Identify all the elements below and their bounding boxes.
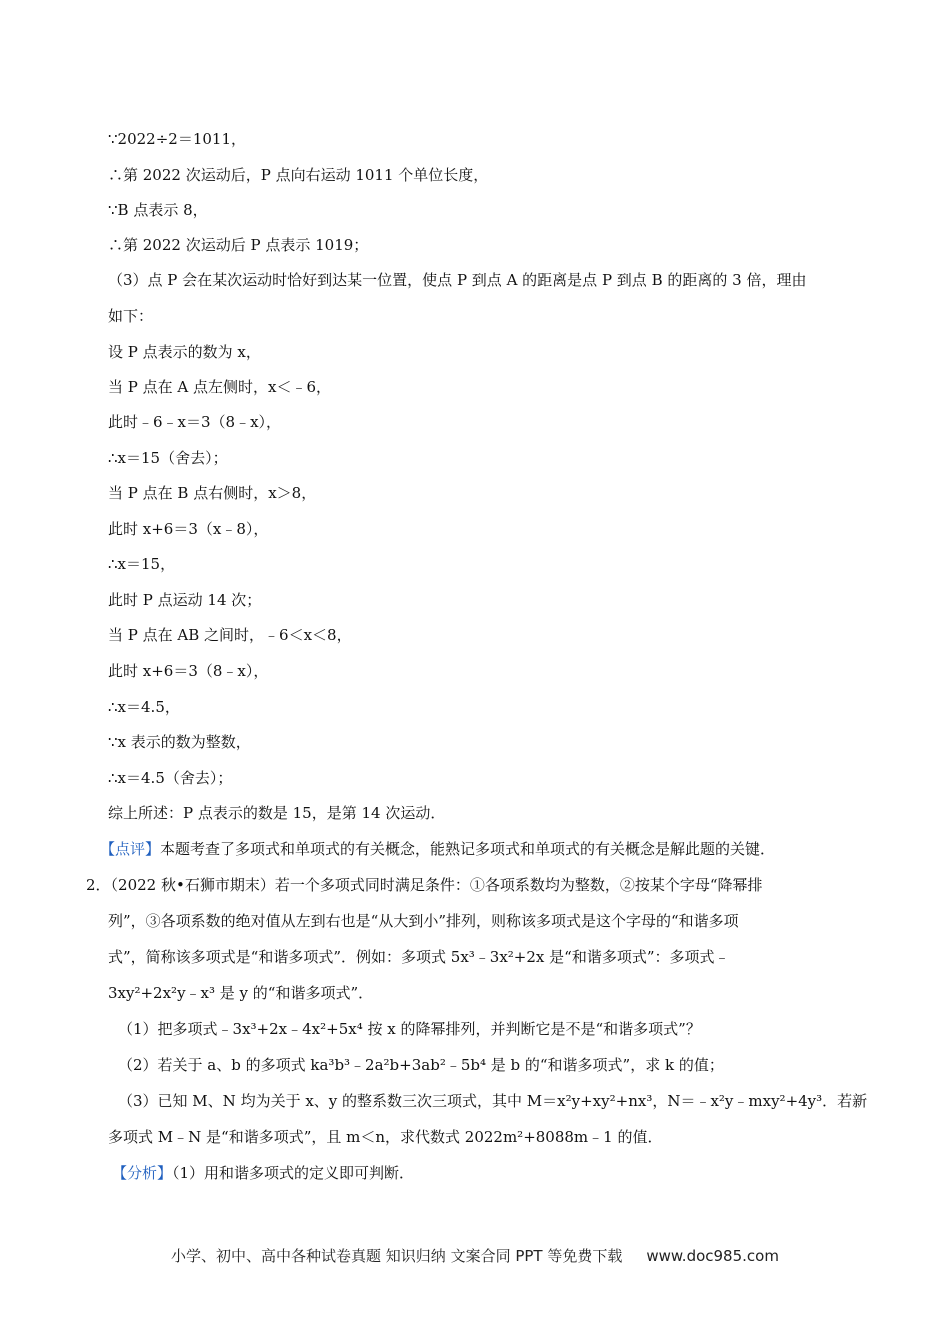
solution-line: ∵B 点表示 8， <box>108 201 208 219</box>
solution-line: ∴第 2022 次运动后，P 点向右运动 1011 个单位长度， <box>108 166 489 184</box>
solution-line: 此时 x+6＝3（x﹣8）， <box>108 520 269 538</box>
solution-line: ∴x＝4.5（舍去）； <box>108 769 233 787</box>
page-footer <box>0 1245 950 1266</box>
comment-tag: 【点评】 <box>100 840 161 858</box>
solution-line: 如下： <box>108 307 154 325</box>
solution-line: ∴x＝4.5， <box>108 698 180 716</box>
solution-line: ∵2022÷2＝1011， <box>108 130 247 148</box>
sub-question-2: （2）若关于 a、b 的多项式 ka³b³﹣2a²b+3ab²﹣5b⁴ 是 b 的“和谐多项式”，求 k 的值； <box>118 1056 724 1074</box>
problem-stem-line: （2022 秋•石狮市期末）若一个多项式同时满足条件：①各项系数均为整数，②按某个字母“降幂排 <box>110 876 763 894</box>
solution-line: 设 P 点表示的数为 x， <box>108 343 261 361</box>
solution-line: （3）点 P 会在某次运动时恰好到达某一位置，使点 P 到点 A 的距离是点 P 到点 B 的距离的 3 倍，理由 <box>108 271 807 289</box>
solution-line: 当 P 点在 A 点左侧时，x＜﹣6， <box>108 378 332 396</box>
sub-question-3: （3）已知 M、N 均为关于 x、y 的整系数三次三项式，其中 M＝x²y+xy²+nx³，N＝﹣x²y﹣mxy²+4y³．若新 <box>118 1092 868 1110</box>
comment-text: 本题考查了多项式和单项式的有关概念，能熟记多项式和单项式的有关概念是解此题的关键． <box>160 840 776 858</box>
solution-line: ∴x＝15， <box>108 555 176 573</box>
solution-line: 当 P 点在 AB 之间时，﹣6＜x＜8， <box>108 626 352 644</box>
solution-line: 此时 x+6＝3（8﹣x）， <box>108 662 269 680</box>
solution-line: ∵x 表示的数为整数， <box>108 733 251 751</box>
problem-number: 2． <box>86 876 111 894</box>
solution-line: 当 P 点在 B 点右侧时，x＞8， <box>108 484 317 502</box>
solution-line: ∴第 2022 次运动后 P 点表示 1019； <box>108 236 369 254</box>
solution-line: ∴x＝15（舍去）； <box>108 449 228 467</box>
problem-number-line <box>86 874 763 896</box>
solution-line: 综上所述：P 点表示的数是 15，是第 14 次运动． <box>108 804 446 822</box>
analysis-text: （1）用和谐多项式的定义即可判断． <box>172 1164 415 1182</box>
sub-question-3-cont: 多项式 M﹣N 是“和谐多项式”，且 m＜n，求代数式 2022m²+8088m﹣1 的值． <box>108 1128 663 1146</box>
sub-question-1: （1）把多项式﹣3x³+2x﹣4x²+5x⁴ 按 x 的降幂排列，并判断它是不是“和谐多项式”？ <box>118 1020 701 1038</box>
problem-stem-line: 式”，简称该多项式是“和谐多项式”．例如：多项式 5x³﹣3x²+2x 是“和谐多项式”：多项式﹣ <box>108 948 730 966</box>
solution-line: 此时 P 点运动 14 次； <box>108 591 262 609</box>
footer-text: 小学、初中、高中各种试卷真题 知识归纳 文案合同 PPT 等免费下载 <box>171 1247 623 1265</box>
problem-stem-line: 3xy²+2x²y﹣x³ 是 y 的“和谐多项式”． <box>108 984 374 1002</box>
problem-stem-line: 列”，③各项系数的绝对值从左到右也是“从大到小”排列，则称该多项式是这个字母的“和谐多项 <box>108 912 739 930</box>
analysis-line <box>112 1162 414 1184</box>
analysis-tag: 【分析】 <box>112 1164 173 1182</box>
solution-line: 此时﹣6﹣x＝3（8﹣x）， <box>108 413 282 431</box>
comment-line <box>100 838 775 860</box>
footer-url[interactable]: www.doc985.com <box>646 1247 779 1265</box>
